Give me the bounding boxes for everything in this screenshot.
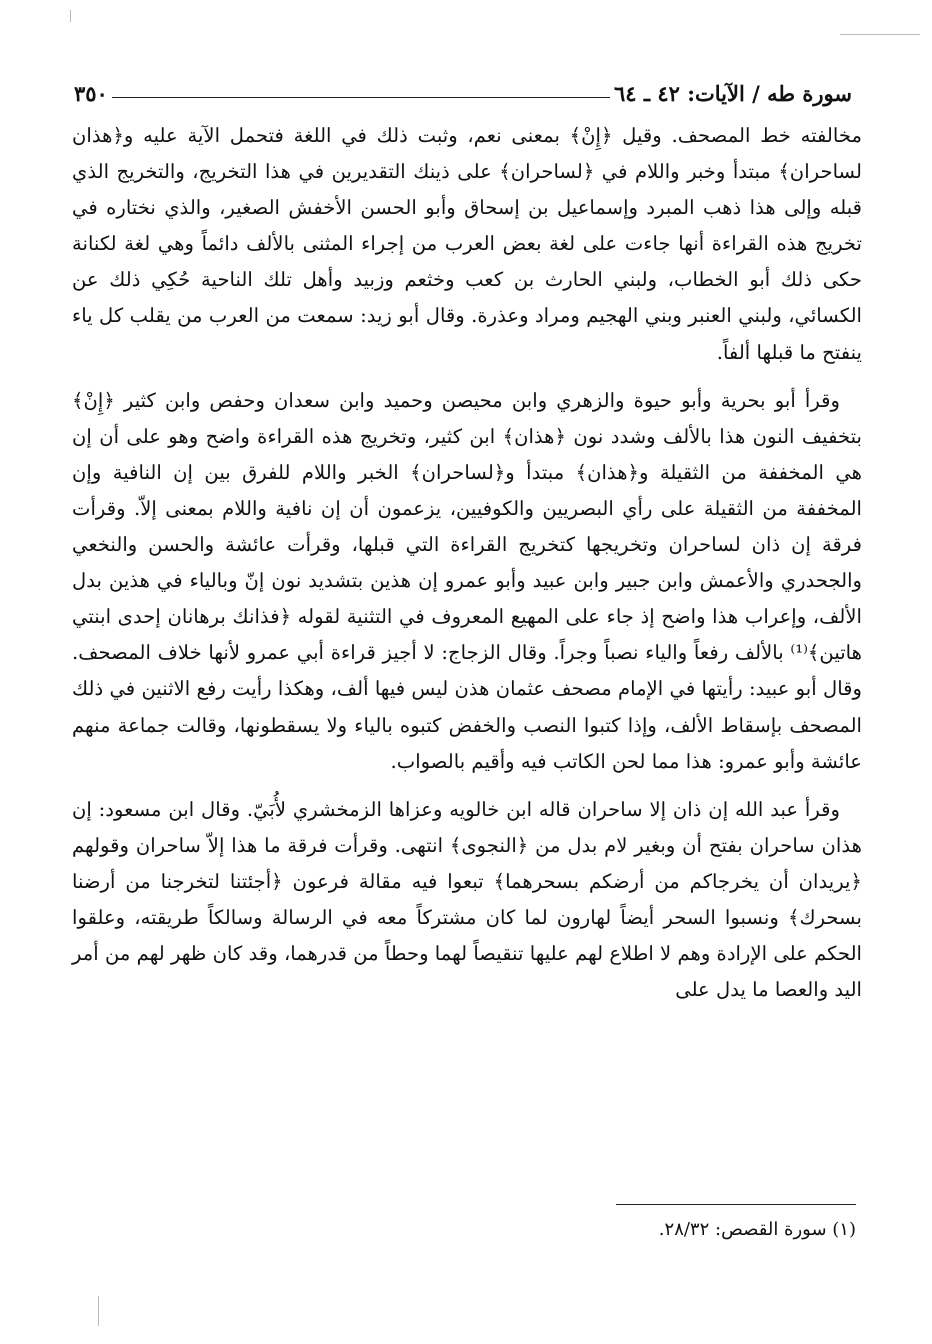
footnote: (١) سورة القصص: ٢٨/٣٢. (658, 1219, 856, 1240)
header-rule (112, 97, 610, 98)
page-number: ٣٥٠ (74, 81, 108, 106)
scan-speck (98, 1296, 99, 1326)
paragraph: وقرأ عبد الله إن ذان إلا ساحران قاله ابن خالويه وعزاها الزمخشري لأُبَيّ. وقال ابن مسعود: إن هذان ساحران بفتح أن وبغير لام بدل من ﴿النجوى﴾ انتهى. وقرأت فرقة ما هذا إلاّ ساحران وقولهم ﴿يريدان أن يخرجاكم من أرضكم بسحرهما﴾ تبعوا فيه مقالة فرعون ﴿أجئتنا لتخرجنا من أرضنا بسحرك﴾ ونسبوا السحر أيضاً لهارون لما كان مشتركاً معه في الرسالة وسالكاً طريقته، وعلقوا الحكم على الإرادة وهم لا اطلاع لهم عليها تنقيصاً لهما وحطاً من قدرهما، وقد كان ظهر لهم من أمر اليد والعصا ما يدل على (72, 797, 862, 1002)
page-header (68, 74, 858, 106)
paragraph: وقرأ أبو بحرية وأبو حيوة والزهري وابن محيصن وحميد وابن سعدان وحفص وابن كثير ﴿إِنْ﴾ بتخفيف النون هذا بالألف وشدد نون ﴿هذان﴾ ابن كثير، وتخريج هذه القراءة واضح وهو على أن إن هي المخففة من الثقيلة و﴿هذان﴾ مبتدأ و﴿لساحران﴾ الخبر واللام للفرق بين إن النافية وإن المخففة من الثقيلة على رأي البصريين والكوفيين، يزعمون أن إن نافية واللام بمعنى إلاّ. وقرأت فرقة إن ذان لساحران وتخريجها كتخريج القراءة التي قبلها، وقرأت عائشة والحسن والنخعي والجحدري والأعمش وابن جبير وابن عبيد وأبو عمرو إن هذين بتشديد نون إنّ وبالياء في هذين بدل الألف، وإعراب هذا واضح إذ جاء على المهيع المعروف في التثنية لقوله ﴿فذانك برهانان إحدى ابنتي هاتين﴾⁽¹⁾ بالألف رفعاً والياء نصباً وجراً. وقال الزجاج: لا أجيز قراءة أبي عمرو لأنها خلاف المصحف. وقال أبو عبيد: رأيتها في الإمام مصحف عثمان هذن ليس فيها ألف، وهكذا رأيت رفع الاثنين في ذلك المصحف بإسقاط الألف، وإذا كتبوا النصب والخفض كتبوه بالياء ولا يسقطونها، وقالت جماعة منهم عائشة وأبو عمرو: هذا مما لحن الكاتب فيه وأقيم بالصواب. (72, 388, 862, 773)
footnote-rule (616, 1204, 856, 1205)
scan-speck (70, 10, 71, 22)
scan-speck (840, 34, 920, 35)
paragraph: مخالفته خط المصحف. وقيل ﴿إِنْ﴾ بمعنى نعم، وثبت ذلك في اللغة فتحمل الآية عليه و﴿هذان لساحران﴾ مبتدأ وخبر واللام في ﴿لساحران﴾ على ذينك التقديرين في هذا التخريج، والتخريج الذي قبله وإلى هذا ذهب المبرد وإسماعيل بن إسحاق وأبو الحسن الأخفش الصغير، والذي نختاره في تخريج هذه القراءة أنها جاءت على لغة بعض العرب من إجراء المثنى بالألف دائماً وهي لغة لكنانة حكى ذلك أبو الخطاب، ولبني الحارث بن كعب وخثعم وزبيد وأهل تلك الناحية حُكِي ذلك عن الكسائي، ولبني العنبر وبني الهجيم ومراد وعذرة. وقال أبو زيد: سمعت من العرب من يقلب كل ياء ينفتح ما قبلها ألفاً. (72, 124, 862, 364)
running-title: سورة طه / الآيات: ٤٢ ـ ٦٤ (614, 81, 852, 106)
main-text (72, 118, 862, 1008)
